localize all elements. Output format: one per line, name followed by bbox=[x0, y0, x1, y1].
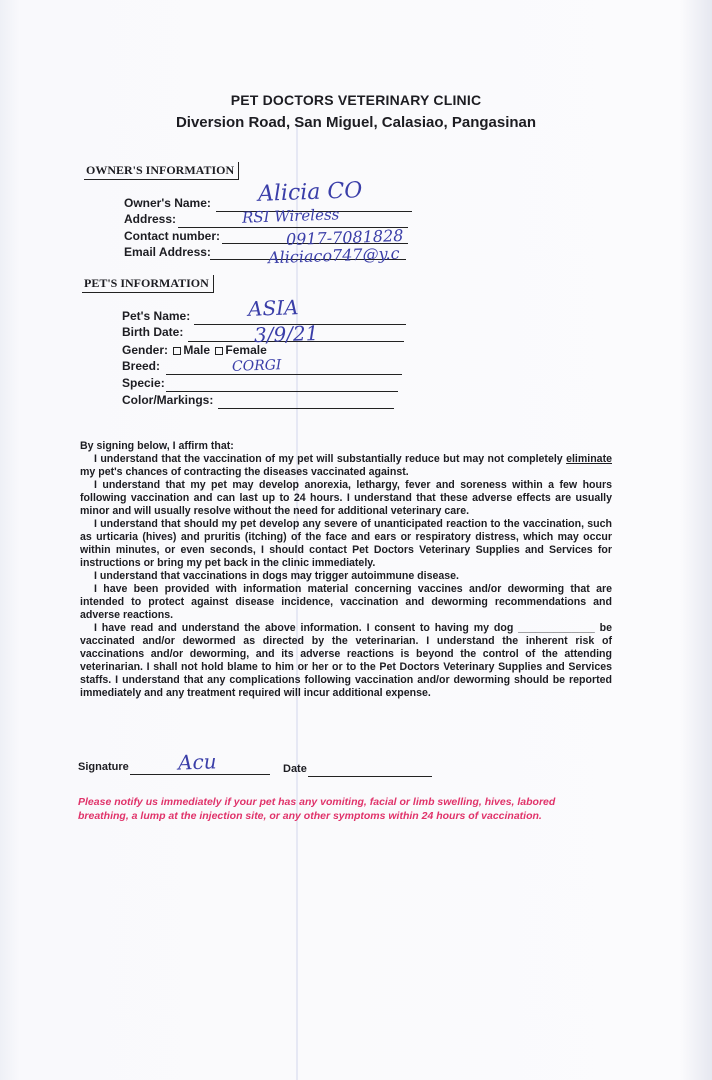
breed-value: CORGI bbox=[231, 357, 282, 375]
consent-intro: By signing below, I affirm that: bbox=[80, 440, 234, 452]
breed-line[interactable] bbox=[166, 374, 402, 375]
clinic-name: PET DOCTORS VETERINARY CLINIC bbox=[230, 92, 482, 108]
signature-label: Signature bbox=[78, 761, 129, 773]
consent-text bbox=[80, 440, 612, 700]
address-value: RSI Wireless bbox=[241, 205, 340, 227]
date-label: Date bbox=[283, 763, 307, 775]
female-checkbox[interactable] bbox=[215, 347, 223, 355]
date-line[interactable] bbox=[308, 776, 432, 777]
signature-line[interactable] bbox=[130, 774, 270, 775]
owner-name-label: Owner's Name: bbox=[124, 196, 211, 210]
breed-label: Breed: bbox=[122, 359, 161, 373]
consent-p1: I understand that the vaccination of my pet will substantially reduce but may not completely eliminate my pet's chances of contracting the diseases vaccinated against. bbox=[80, 453, 612, 478]
consent-p4: I understand that vaccinations in dogs may trigger autoimmune disease. bbox=[94, 570, 459, 582]
signature-value: Acu bbox=[177, 749, 217, 775]
gender-label: Gender: bbox=[122, 343, 169, 357]
female-label: Female bbox=[225, 343, 267, 357]
consent-p5: I have been provided with information material concerning vaccines and/or deworming that are intended to protect against disease incidence, vaccination and deworming recommendations and adverse reactions. bbox=[80, 583, 612, 621]
contact-value: 0917-7081828 bbox=[285, 225, 404, 250]
owner-section-heading: OWNER'S INFORMATION bbox=[84, 162, 239, 180]
consent-p6: I have read and understand the above information. I consent to having my dog _____________ be vaccinated and/or dewormed as directed by the veterinarian. I understand the inherent risk of vaccinations and/or deworming, and its adverse reactions is beyond the control of the attending veterinarian. I shall not hold blame to him or her or to the Pet Doctors Veterinary Supplies and Services staffs. I understand that any complications following vaccination and/or deworming should be reported immediately and any treatment required will incur additional expense. bbox=[80, 622, 612, 699]
birth-date-value: 3/9/21 bbox=[253, 320, 319, 348]
pet-name-label: Pet's Name: bbox=[122, 309, 191, 323]
pet-name-value: ASIA bbox=[247, 295, 299, 321]
dog-name-blank[interactable]: _____________ bbox=[518, 622, 595, 634]
birth-date-label: Birth Date: bbox=[122, 325, 184, 339]
male-label: Male bbox=[183, 343, 211, 357]
consent-p2: I understand that my pet may develop anorexia, lethargy, fever and soreness within a few hours following vaccination and can last up to 24 hours. I understand that these adverse effects are usually minor and will usually resolve without the need for additional veterinary care. bbox=[80, 479, 612, 517]
consent-p3: I understand that should my pet develop any severe of unanticipated reaction to the vaccination, such as urticaria (hives) and pruritis (itching) of the face and ears or respiratory distress, which may occur within minutes, or even seconds, I should contact Pet Doctors Veterinary Supplies and Services for instructions or bring my pet back in the clinic immediately. bbox=[80, 518, 612, 569]
color-markings-label: Color/Markings: bbox=[122, 393, 214, 407]
color-markings-line[interactable] bbox=[218, 408, 394, 409]
email-label: Email Address: bbox=[124, 245, 211, 259]
male-checkbox[interactable] bbox=[173, 347, 181, 355]
address-label: Address: bbox=[124, 212, 177, 226]
clinic-address: Diversion Road, San Miguel, Calasiao, Pangasinan bbox=[175, 114, 537, 131]
owner-name-value: Alicia CO bbox=[257, 178, 363, 207]
specie-line[interactable] bbox=[166, 391, 398, 392]
gender-field bbox=[122, 343, 267, 357]
pet-section-heading: PET'S INFORMATION bbox=[82, 275, 214, 293]
contact-label: Contact number: bbox=[124, 229, 220, 243]
vaccination-notice: Please notify us immediately if your pet has any vomiting, facial or limb swelling, hives, labored breathing, a lump at the injection site, or any other symptoms within 24 hours of vaccination. bbox=[78, 796, 556, 822]
specie-label: Specie: bbox=[122, 376, 165, 390]
email-value: Aliciaco747@y.c bbox=[267, 243, 400, 268]
